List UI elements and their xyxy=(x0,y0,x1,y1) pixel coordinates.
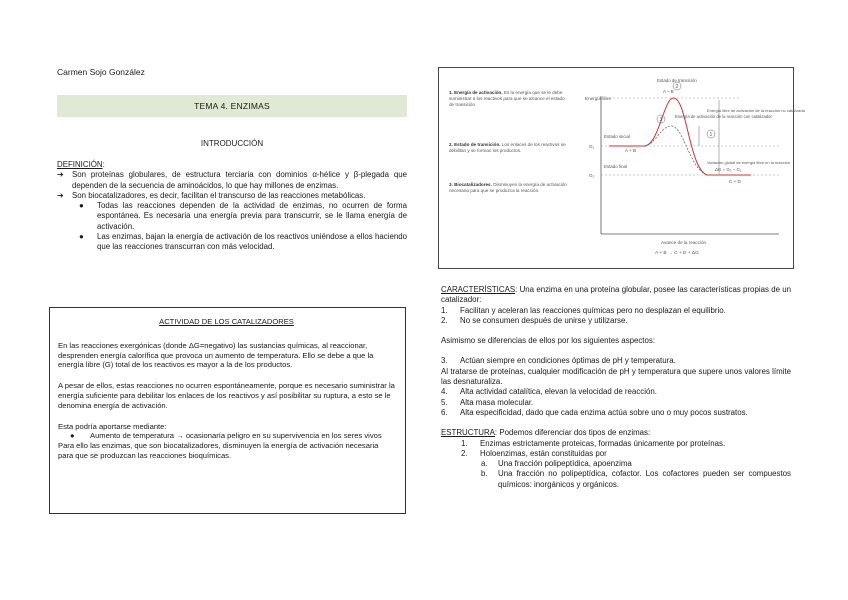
characteristics-item xyxy=(441,306,791,316)
definition-text: Son biocatalizadores, es decir, facilitan el transcurso de las reacciones metabólicas. xyxy=(72,190,366,200)
characteristics-item-text: Alta actividad catalítica, elevan la velocidad de reacción. xyxy=(460,387,657,397)
initial-state-label: Estado inicial xyxy=(604,134,630,139)
legend-text: Disminuyen la energía de activación necesaria para que se produzca la reacción. xyxy=(449,182,567,193)
item-number: 1. xyxy=(461,438,468,448)
box-bullet-text: Aumento de temperatura → ocasionaría peligro en su supervivencia en los seres vivos xyxy=(90,431,382,441)
box-paragraph: Para ello las enzimas, que son biocatalizadores, disminuyen la energía de activación necesaria para que se produzcan las reacciones bioquímicas. xyxy=(58,441,379,460)
legend-text: Es la energía que se le debe suministrar a los reactivos para que se alcance el estado de transición. xyxy=(449,90,565,107)
characteristics-item xyxy=(441,356,791,366)
characteristics-item xyxy=(441,398,791,408)
definition-text: Son proteínas globulares, de estructura terciaria con dominios α-hélice y β-plegada que dependen de la secuencia de aminoácidos, lo que hay millones de enzimas. xyxy=(72,170,407,190)
reactants-label: A + B xyxy=(625,148,637,153)
structure-item xyxy=(441,439,791,449)
legend-title: 2. Estado de transición. xyxy=(449,142,501,147)
item-letter: b. xyxy=(481,469,488,479)
arrow-right-icon: ➔ xyxy=(57,170,64,180)
characteristics-item xyxy=(441,408,791,418)
item-number: 2. xyxy=(441,315,448,325)
definition-label: DEFINICIÓN xyxy=(57,160,103,169)
box-paragraph: A pesar de ellos, estas reacciones no ocurren espontáneamente, porque es necesario suministrar la energía suficiente para debilitar los enlaces de los reactivos y así posibilitar su ruptura, a esto se le denomina energía de activación. xyxy=(58,381,395,410)
box-paragraph: Esta podría aportarse mediante: xyxy=(58,421,167,431)
intro-heading: INTRODUCCIÓN xyxy=(200,139,264,148)
reaction-equation: A + B → C + D + ΔG xyxy=(655,251,699,256)
uncatalyzed-label: Energía libre de activación de la reacción no catalizada xyxy=(707,108,805,113)
structure-subitem-text: Una fracción polipeptídica, apoenzima xyxy=(498,459,632,469)
legend-text: Los enlaces de los reactivos se debilitan y se forman los productos. xyxy=(449,142,566,153)
characteristics-item-text: Facilitan y aceleran las reacciones químicas pero no desplazan el equilibrio. xyxy=(460,305,726,315)
bullet-icon: ● xyxy=(70,431,75,441)
definition-bullet-text: Todas las reacciones dependen de la actividad de enzimas, no ocurren de forma espontánea. Es necesaria una energía previa para transcurrir, se le llama energía de activación. xyxy=(97,201,407,231)
characteristics-item xyxy=(441,387,791,397)
peak-label: Estado de transición xyxy=(657,78,697,83)
structure-item xyxy=(441,449,791,459)
delta-g-label: ΔG = G₂ − G₁ xyxy=(715,167,742,172)
item-number: 3. xyxy=(441,356,448,366)
bullet-icon: ● xyxy=(79,232,84,242)
final-state-label: Estado final xyxy=(604,164,627,169)
structure-item-text: Holoenzimas, están constituidas por xyxy=(480,448,607,458)
structure-item-text: Enzimas estrictamente proteicas, formadas únicamente por proteínas. xyxy=(480,438,726,448)
characteristics-item-text: Alta especificidad, dado que cada enzima actúa sobre uno o muy pocos sustratos. xyxy=(460,407,748,417)
characteristics-lead: CARACTERÍSTICAS: Una enzima en una proteína globular, posee las características propias de un catalizador: xyxy=(441,285,792,305)
structure-lead: ESTRUCTURA: Podemos diferenciar dos tipos de enzimas: xyxy=(441,428,651,438)
definition-bullet xyxy=(57,201,407,232)
x-axis-label: Avance de la reacción xyxy=(661,240,707,245)
characteristics-item xyxy=(441,316,791,326)
definition-item xyxy=(57,191,407,201)
aspects-lead: Asimismo se diferencias de ellos por los siguientes aspectos: xyxy=(441,336,656,346)
structure-label: ESTRUCTURA xyxy=(441,428,495,438)
energy-diagram-figure xyxy=(438,67,805,269)
g2-label: G₂ xyxy=(589,173,595,178)
characteristics-item-text: Alta masa molecular. xyxy=(460,397,534,407)
characteristics-section xyxy=(441,285,791,490)
peak-formula: A ~ B xyxy=(663,89,674,94)
item-number: 2. xyxy=(461,448,468,458)
arrow-right-icon: ➔ xyxy=(57,190,64,200)
item-letter: a. xyxy=(481,459,488,469)
global-variation-label: Variación global de energía libre en la reacción xyxy=(707,160,791,165)
characteristics-lead-text: Una enzima en una proteína globular, posee las características propias de un catalizador: xyxy=(441,285,792,305)
document-title: TEMA 4. ENZIMAS xyxy=(194,101,270,111)
legend-title: 1. Energía de activación. xyxy=(449,90,503,95)
marker-number: 3 xyxy=(659,117,663,123)
box-title: ACTIVIDAD DE LOS CATALIZADORES xyxy=(159,317,294,326)
box-bullet xyxy=(58,431,395,441)
definition-bullet xyxy=(57,232,407,253)
document-title-bar xyxy=(57,95,407,117)
definition-section xyxy=(57,160,407,253)
definition-item xyxy=(57,170,407,191)
structure-subitem xyxy=(441,459,791,469)
bullet-icon: ● xyxy=(79,201,84,211)
item-number: 1. xyxy=(441,305,448,315)
structure-subitem xyxy=(441,469,791,490)
item-number: 4. xyxy=(441,387,448,397)
item-number: 5. xyxy=(441,397,448,407)
author-name: Carmen Sojo González xyxy=(57,67,145,77)
products-label: C + D xyxy=(729,179,741,184)
marker-number: 1 xyxy=(709,132,713,138)
characteristics-label: CARACTERÍSTICAS xyxy=(441,285,516,294)
structure-subitem-text: Una fracción no polipeptídica, cofactor. Los cofactores pueden ser compuestos químicos: inorgánicos y orgánicos. xyxy=(498,469,791,489)
catalysts-activity-box xyxy=(49,307,406,514)
item-number: 6. xyxy=(441,407,448,417)
structure-lead-text: Podemos diferenciar dos tipos de enzimas: xyxy=(499,428,651,438)
legend-title: 3. Biocatalizadores. xyxy=(449,182,492,187)
energy-diagram xyxy=(439,68,805,270)
denaturation-note: Al tratarse de proteínas, cualquier modificación de pH y temperatura que supere unos valores límite las desnaturaliza. xyxy=(441,366,791,387)
definition-heading: DEFINICIÓN: xyxy=(57,160,105,169)
marker-number: 2 xyxy=(675,84,679,90)
catalyzed-label: Energía de activación de la reacción con catalizador xyxy=(675,114,772,119)
catalyzed-curve xyxy=(644,126,707,175)
characteristics-item-text: No se consumen después de unirse y utilizarse. xyxy=(460,315,628,325)
y-axis-label: Energía libre xyxy=(585,96,612,101)
g1-label: G₁ xyxy=(589,144,595,149)
box-paragraph: En las reacciones exergónicas (donde ΔG=negativo) las sustancias químicas, al reaccionar, desprenden energía calorífica que provoca un aumento de temperatura. Ello se debe a que la energía libre (G) total de los reactivos es mayor a la de los productos. xyxy=(58,340,374,370)
characteristics-item-text: Actúan siempre en condiciones óptimas de pH y temperatura. xyxy=(460,356,676,366)
definition-bullet-text: Las enzimas, bajan la energía de activación de los reactivos uniéndose a ellos haciendo que las reacciones transcurran con más velocidad. xyxy=(97,232,407,252)
